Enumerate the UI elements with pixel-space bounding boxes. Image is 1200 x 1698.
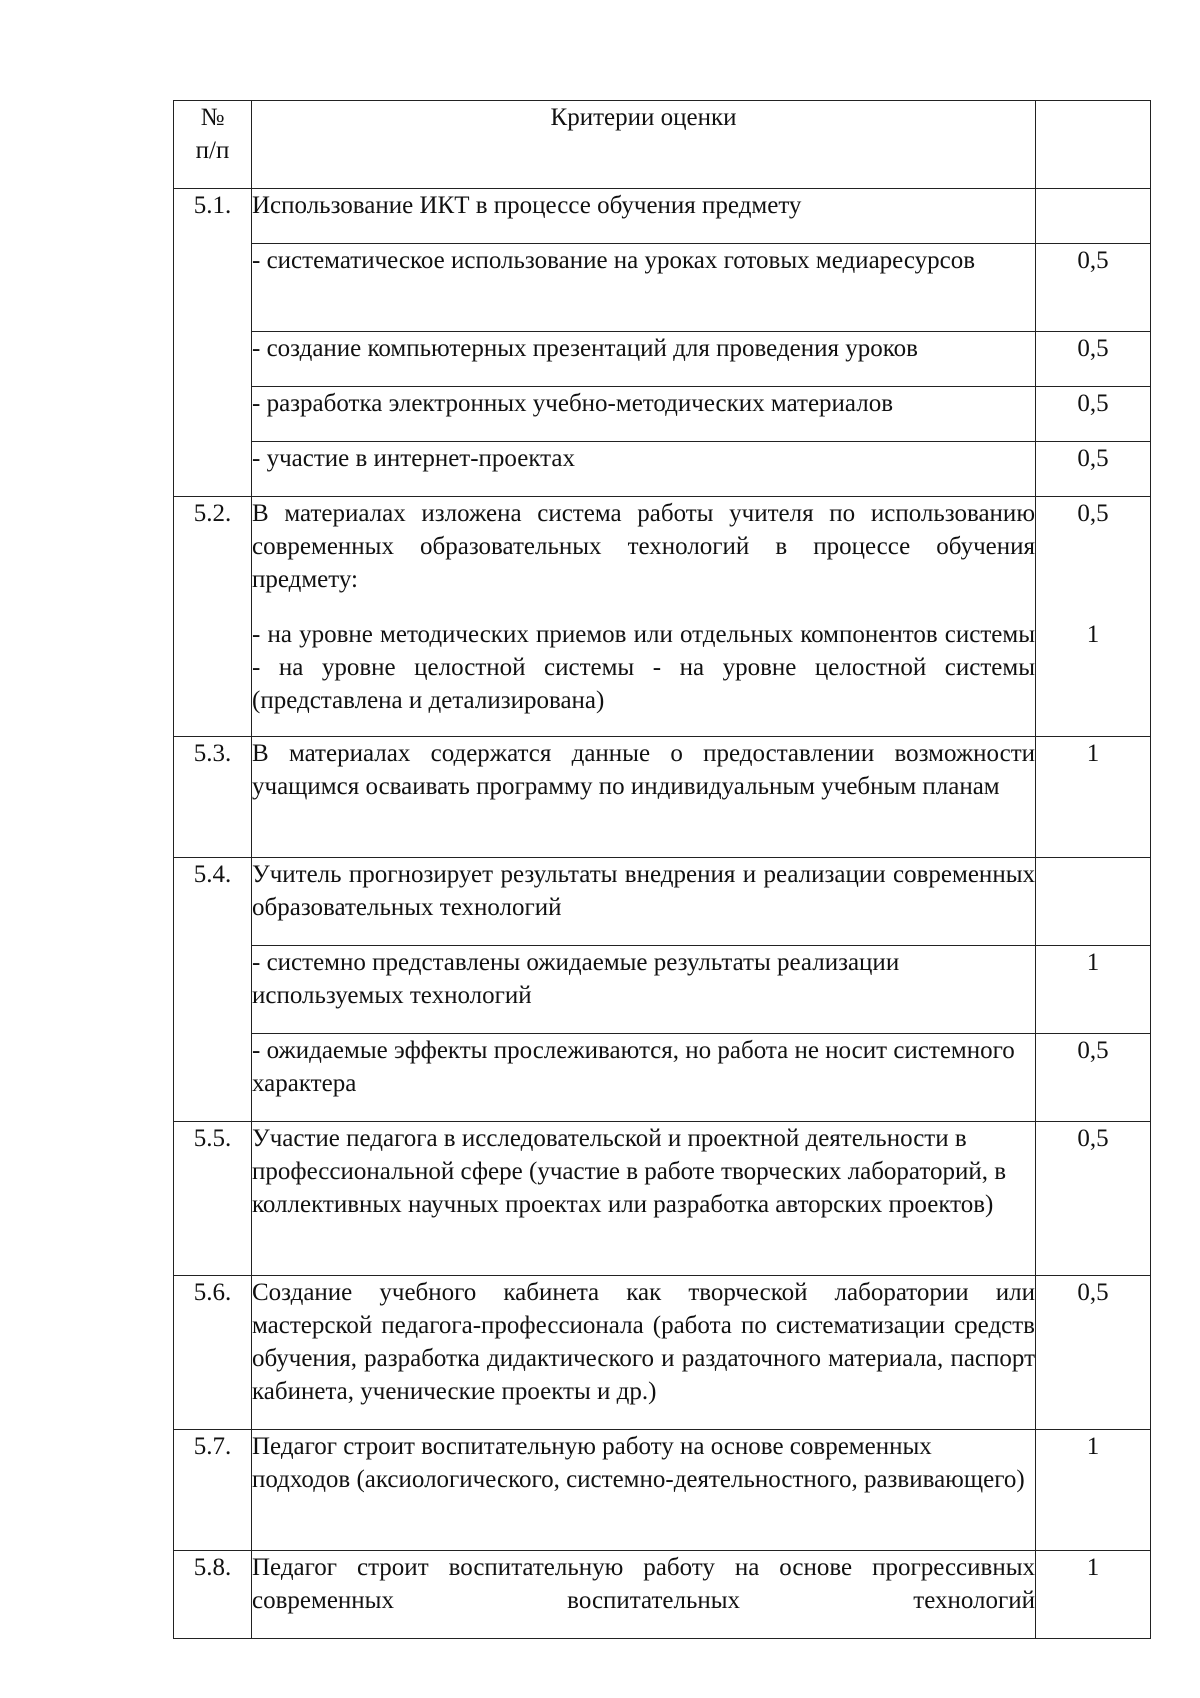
row-number: 5.2. — [174, 497, 252, 737]
score-cell — [1036, 189, 1151, 244]
criterion-text: Создание учебного кабинета как творческой лаборатории или мастерской педагога-профессионала (работа по систематизации средств обучения, разработка дидактического и раздаточного материала, паспорт кабинета, ученические проекты и др.) — [252, 1276, 1036, 1430]
criterion-title: Учитель прогнозирует результаты внедрения и реализации современных образовательных технологий — [252, 858, 1036, 946]
score-value: 0,5 — [1077, 500, 1109, 527]
score-cell — [1036, 497, 1151, 737]
table-row — [174, 858, 1151, 946]
header-num: № п/п — [174, 101, 252, 189]
score-cell: 1 — [1036, 1430, 1151, 1551]
table-row — [174, 737, 1151, 858]
table-row — [174, 332, 1151, 387]
table-row — [174, 1034, 1151, 1122]
score-cell: 1 — [1036, 1551, 1151, 1639]
criterion-item: - разработка электронных учебно-методических материалов — [252, 387, 1036, 442]
row-number: 5.1. — [174, 189, 252, 497]
criterion-text: Участие педагога в исследовательской и проектной деятельности в профессиональной сфере (участие в работе творческих лабораторий, в коллективных научных проектах или разработка авторских проектов) — [252, 1122, 1036, 1276]
score-cell: 0,5 — [1036, 1034, 1151, 1122]
criterion-title: Использование ИКТ в процессе обучения предмету — [252, 189, 1036, 244]
criterion-item: - создание компьютерных презентаций для проведения уроков — [252, 332, 1036, 387]
row-number: 5.5. — [174, 1122, 252, 1276]
criterion-item: - систематическое использование на уроках готовых медиаресурсов — [252, 244, 1036, 332]
header-row — [174, 101, 1151, 189]
criterion-text: Педагог строит воспитательную работу на основе современных подходов (аксиологического, системно-деятельностного, развивающего) — [252, 1430, 1036, 1551]
row-number: 5.8. — [174, 1551, 252, 1639]
score-cell: 0,5 — [1036, 332, 1151, 387]
score-value: 1 — [1086, 621, 1100, 648]
score-cell: 0,5 — [1036, 1276, 1151, 1430]
table-row — [174, 387, 1151, 442]
score-cell: 0,5 — [1036, 442, 1151, 497]
score-cell: 0,5 — [1036, 387, 1151, 442]
criteria-table — [173, 100, 1151, 1639]
criterion-paragraph: - на уровне методических приемов или отдельных компонентов системы - на уровне целостной системы - на уровне целостной системы (представлена и детализирована) — [252, 621, 1035, 714]
header-score — [1036, 101, 1151, 189]
table-row — [174, 244, 1151, 332]
score-cell: 1 — [1036, 946, 1151, 1034]
row-number: 5.3. — [174, 737, 252, 858]
table-row — [174, 1276, 1151, 1430]
table-row — [174, 1430, 1151, 1551]
row-number: 5.6. — [174, 1276, 252, 1430]
table-row — [174, 946, 1151, 1034]
table-row — [174, 189, 1151, 244]
table-row — [174, 497, 1151, 737]
header-criteria: Критерии оценки — [252, 101, 1036, 189]
criterion-text: Педагог строит воспитательную работу на основе прогрессивных современных воспитательных технологий — [252, 1551, 1036, 1639]
score-cell: 0,5 — [1036, 1122, 1151, 1276]
row-number: 5.7. — [174, 1430, 252, 1551]
row-number: 5.4. — [174, 858, 252, 1122]
table-row — [174, 442, 1151, 497]
criterion-paragraph: В материалах изложена система работы учителя по использованию современных образовательных технологий в процессе обучения предмету: — [252, 500, 1035, 593]
score-cell — [1036, 858, 1151, 946]
criterion-text — [252, 497, 1036, 737]
score-cell: 1 — [1036, 737, 1151, 858]
score-cell: 0,5 — [1036, 244, 1151, 332]
criterion-text: В материалах содержатся данные о предоставлении возможности учащимся осваивать программу по индивидуальным учебным планам — [252, 737, 1036, 858]
criterion-item: - системно представлены ожидаемые результаты реализации используемых технологий — [252, 946, 1036, 1034]
criterion-item: - участие в интернет-проектах — [252, 442, 1036, 497]
table-row — [174, 1551, 1151, 1639]
criterion-item: - ожидаемые эффекты прослеживаются, но работа не носит системного характера — [252, 1034, 1036, 1122]
table-row — [174, 1122, 1151, 1276]
